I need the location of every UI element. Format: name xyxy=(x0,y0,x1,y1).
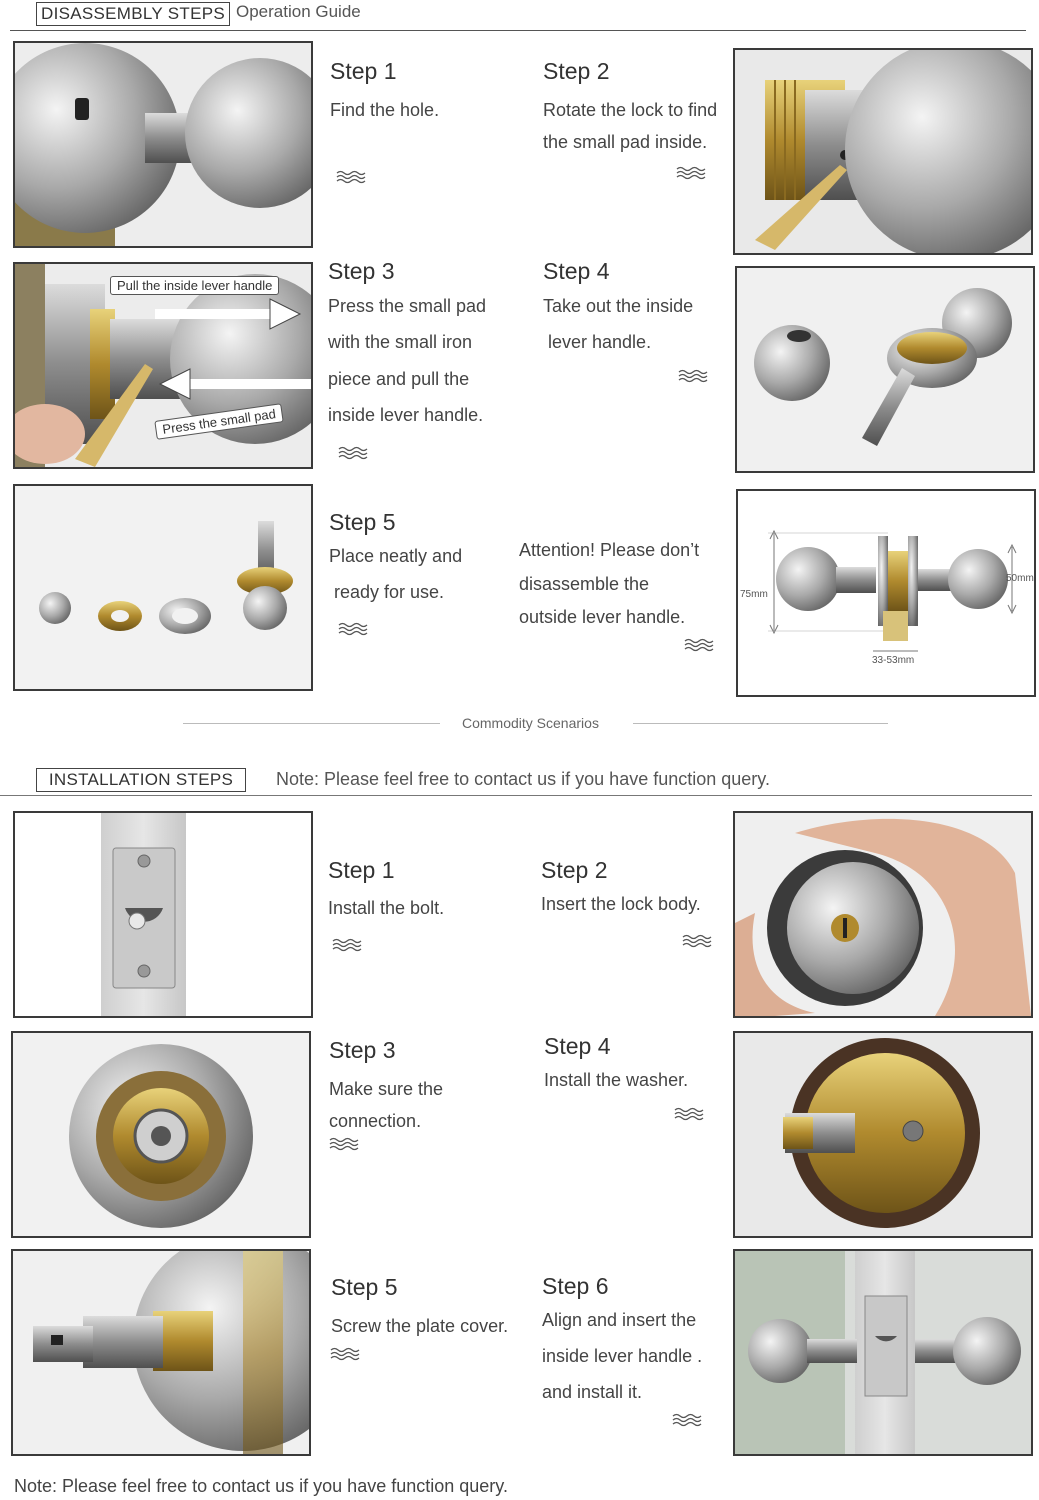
label-press-pad: Press the small pad xyxy=(154,403,284,440)
wave-icon xyxy=(682,934,712,948)
divider-line-right xyxy=(633,723,888,724)
wave-icon xyxy=(672,1413,702,1427)
wave-icon xyxy=(336,170,366,184)
ins-step2-title: Step 2 xyxy=(541,857,608,883)
installation-title: INSTALLATION STEPS xyxy=(36,768,246,792)
ins-step4-title: Step 4 xyxy=(544,1033,611,1059)
photo-parts-laid-out xyxy=(13,484,313,691)
wave-icon xyxy=(674,1107,704,1121)
dis-step4-title: Step 4 xyxy=(543,258,610,284)
ins-step6-desc-2: inside lever handle . xyxy=(542,1346,703,1366)
ins-step5-desc: Screw the plate cover. xyxy=(331,1316,509,1336)
dis-step5-desc-1: Place neatly and xyxy=(329,546,463,566)
dis-step5-title: Step 5 xyxy=(329,509,396,535)
wave-icon xyxy=(330,1347,360,1361)
dim-knob: 50mm xyxy=(1006,573,1034,584)
ins-step1-desc: Install the bolt. xyxy=(328,898,445,918)
dis-step1-desc: Find the hole. xyxy=(330,100,440,120)
dis-step1-title: Step 1 xyxy=(330,58,397,84)
ins-step6-desc-3: and install it. xyxy=(542,1382,643,1402)
wave-icon xyxy=(338,622,368,636)
ins-step1-title: Step 1 xyxy=(328,857,395,883)
installation-note: Note: Please feel free to contact us if you have function query. xyxy=(276,769,770,789)
photo-install-washer xyxy=(733,1031,1033,1238)
header-rule xyxy=(10,30,1026,31)
ins-step2-desc: Insert the lock body. xyxy=(541,894,701,914)
footer-note: Note: Please feel free to contact us if you have function query. xyxy=(14,1476,508,1496)
attention-line-1: Attention! Please don’t xyxy=(519,540,700,560)
photo-dimensions xyxy=(736,489,1036,697)
photo-plate-cover xyxy=(11,1249,311,1456)
photo-installed-lock xyxy=(733,1249,1033,1456)
wave-icon xyxy=(684,638,714,652)
dim-height: 75mm xyxy=(740,589,768,600)
dis-step3-desc-4: inside lever handle. xyxy=(328,405,484,425)
ins-step3-desc-2: connection. xyxy=(329,1111,422,1131)
wave-icon xyxy=(338,446,368,460)
disassembly-subtitle: Operation Guide xyxy=(236,2,361,21)
wave-icon xyxy=(332,938,362,952)
dis-step5-desc-2: ready for use. xyxy=(329,582,445,602)
photo-connection xyxy=(11,1031,311,1238)
divider-label: Commodity Scenarios xyxy=(462,715,599,731)
dis-step2-desc-2: the small pad inside. xyxy=(543,132,708,152)
dis-step4-desc-2: lever handle. xyxy=(543,332,652,352)
ins-step3-title: Step 3 xyxy=(329,1037,396,1063)
photo-press-pad xyxy=(13,262,313,469)
photo-install-bolt xyxy=(13,811,313,1018)
photo-take-out-handle xyxy=(735,266,1035,473)
ins-step6-desc-1: Align and insert the xyxy=(542,1310,697,1330)
attention-line-3: outside lever handle. xyxy=(519,607,686,627)
label-pull-handle: Pull the inside lever handle xyxy=(110,276,279,295)
dis-step3-desc-2: with the small iron xyxy=(328,332,473,352)
ins-step6-title: Step 6 xyxy=(542,1273,609,1299)
ins-step4-desc: Install the washer. xyxy=(544,1070,689,1090)
dis-step2-desc-1: Rotate the lock to find xyxy=(543,100,718,120)
photo-find-hole xyxy=(13,41,313,248)
wave-icon xyxy=(678,369,708,383)
attention-line-2: disassemble the xyxy=(519,574,650,594)
dim-backset: 33-53mm xyxy=(872,655,915,666)
divider-line-left xyxy=(183,723,440,724)
disassembly-title: DISASSEMBLY STEPS xyxy=(36,2,230,26)
wave-icon xyxy=(329,1137,359,1151)
dis-step3-desc-1: Press the small pad xyxy=(328,296,487,316)
ins-step3-desc-1: Make sure the xyxy=(329,1079,444,1099)
installation-rule xyxy=(0,795,1032,796)
dis-step3-desc-3: piece and pull the xyxy=(328,369,470,389)
dis-step4-desc-1: Take out the inside xyxy=(543,296,694,316)
photo-insert-lock-body xyxy=(733,811,1033,1018)
ins-step5-title: Step 5 xyxy=(331,1274,398,1300)
photo-rotate-lock xyxy=(733,48,1033,255)
dis-step2-title: Step 2 xyxy=(543,58,610,84)
wave-icon xyxy=(676,166,706,180)
dis-step3-title: Step 3 xyxy=(328,258,395,284)
